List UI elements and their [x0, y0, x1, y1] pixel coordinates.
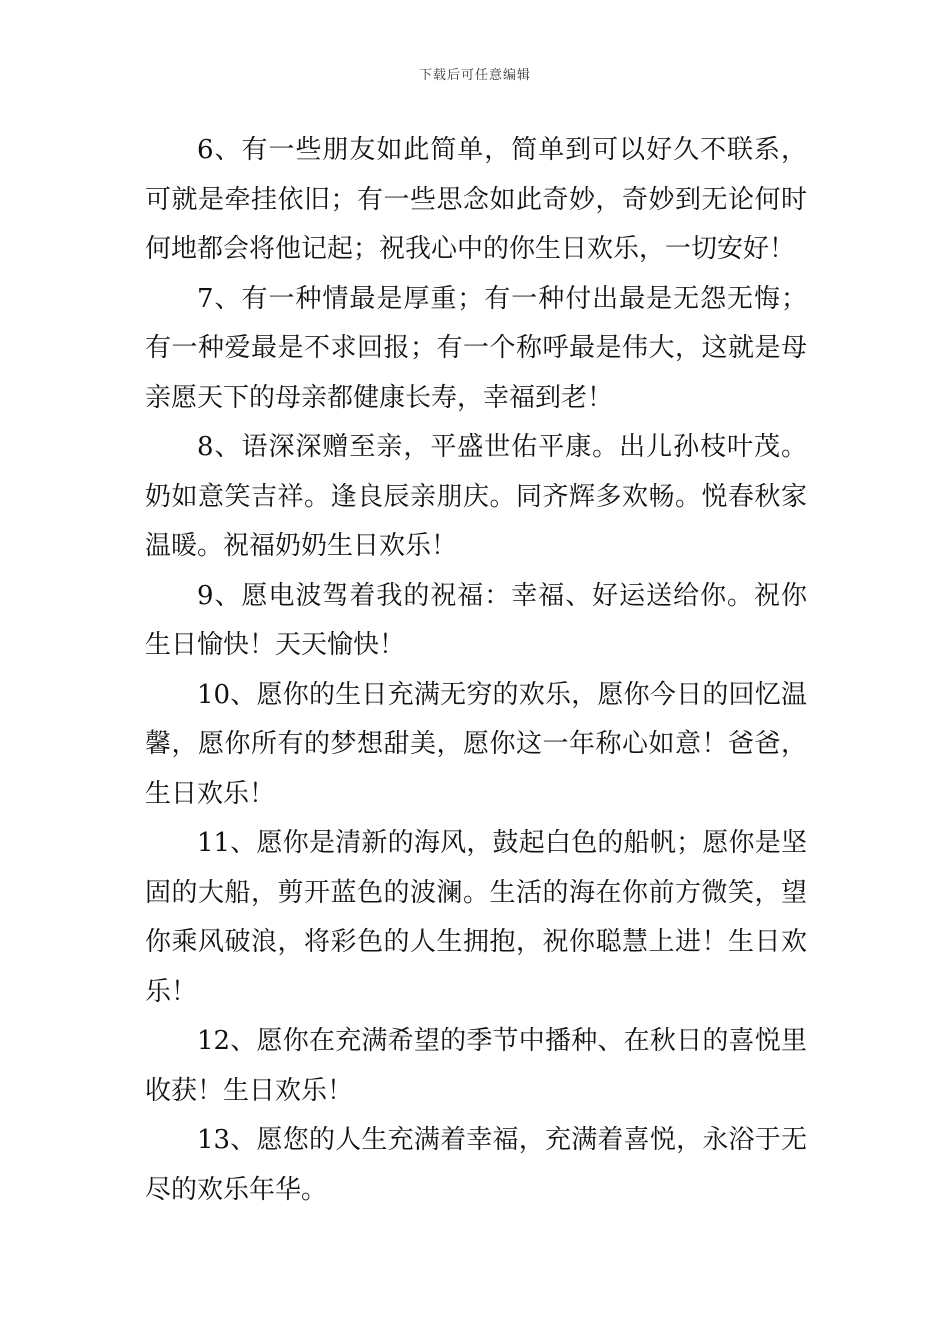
paragraph-8: 8、语深深赠至亲，平盛世佑平康。出儿孙枝叶茂。奶如意笑吉祥。逢良辰亲朋庆。同齐辉多欢畅。悦春秋家温暖。祝福奶奶生日欢乐！: [145, 432, 807, 561]
paragraph-13: 13、愿您的人生充满着幸福，充满着喜悦，永浴于无尽的欢乐年华。: [145, 1125, 807, 1205]
document-body: [145, 126, 807, 1215]
paragraph-6: 6、有一些朋友如此简单，简单到可以好久不联系，可就是牵挂依旧；有一些思念如此奇妙，奇妙到无论何时何地都会将他记起；祝我心中的你生日欢乐，一切安好！: [145, 135, 807, 264]
paragraph-11: 11、愿你是清新的海风，鼓起白色的船帆；愿你是坚固的大船，剪开蓝色的波澜。生活的海在你前方微笑，望你乘风破浪，将彩色的人生拥抱，祝你聪慧上进！生日欢乐！: [145, 828, 807, 1007]
paragraph-12: 12、愿你在充满希望的季节中播种、在秋日的喜悦里收获！生日欢乐！: [145, 1026, 807, 1106]
paragraph-9: 9、愿电波驾着我的祝福：幸福、好运送给你。祝你生日愉快！天天愉快！: [145, 580, 807, 660]
paragraph-10: 10、愿你的生日充满无穷的欢乐，愿你今日的回忆温馨，愿你所有的梦想甜美，愿你这一年称心如意！爸爸，生日欢乐！: [145, 679, 807, 809]
header-note: 下载后可任意编辑: [418, 68, 531, 83]
paragraph-7: 7、有一种情最是厚重；有一种付出最是无怨无悔；有一种爱最是不求回报；有一个称呼最是伟大，这就是母亲愿天下的母亲都健康长寿，幸福到老！: [145, 283, 807, 413]
